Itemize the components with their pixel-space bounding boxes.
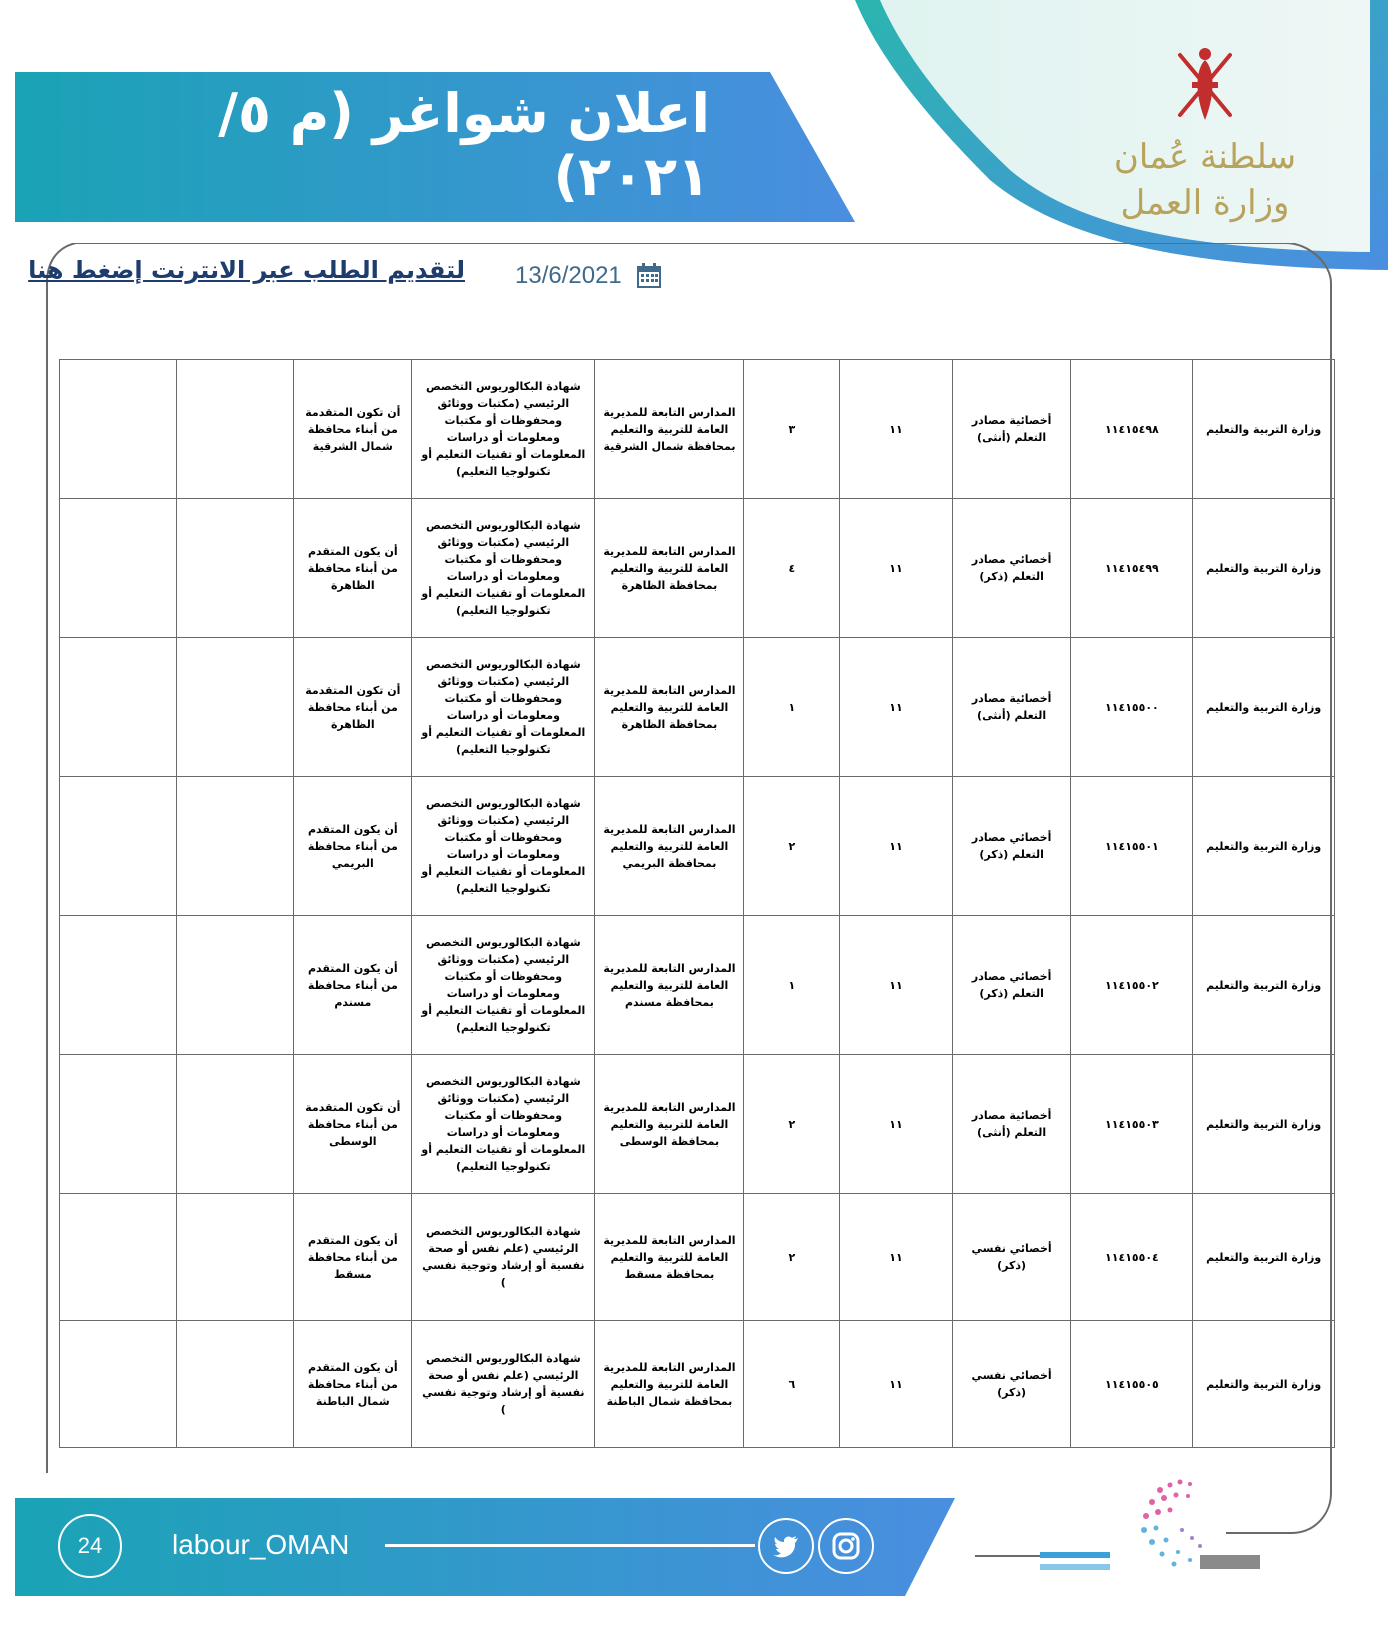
footer-divider (385, 1544, 755, 1547)
notes-cell (176, 916, 294, 1055)
ministry-cell: وزارة التربية والتعليم (1193, 1321, 1335, 1448)
table-row (60, 1321, 1335, 1448)
qualification-cell: شهادة البكالوريوس التخصص الرئيسي (مكتبات ووثائق ومحفوظات أو مكتبات ومعلومات أو دراسات المعلومات أو تقنيات التعليم أو تكنولوجيا التعليم) (412, 360, 595, 499)
ministry-cell: وزارة التربية والتعليم (1193, 638, 1335, 777)
workplace-cell: المدارس التابعة للمديرية العامة للتربية والتعليم بمحافظة مسقط (595, 1194, 744, 1321)
vacancy-count-cell: ٣ (744, 360, 840, 499)
job-title-cell: أخصائي مصادر التعلم (ذكر) (952, 916, 1071, 1055)
remarks-cell (60, 777, 177, 916)
condition-cell: أن تكون المتقدمة من أبناء محافظة الوسطى (294, 1055, 412, 1194)
job-title-cell: أخصائية مصادر التعلم (أنثى) (952, 638, 1071, 777)
vacancies-table (59, 359, 1335, 1448)
calendar-icon (636, 263, 662, 289)
oman-vision-2040-logo (1040, 1470, 1340, 1610)
page-number: 24 (58, 1514, 122, 1578)
condition-cell: أن يكون المتقدم من أبناء محافظة مسقط (294, 1194, 412, 1321)
remarks-cell (60, 360, 177, 499)
table-row (60, 638, 1335, 777)
vacancy-count-cell: ١ (744, 916, 840, 1055)
workplace-cell: المدارس التابعة للمديرية العامة للتربية والتعليم بمحافظة البريمي (595, 777, 744, 916)
apply-online-link[interactable]: لتقديم الطلب عبر الانترنت إضغط هنا (28, 256, 465, 284)
notes-cell (176, 1194, 294, 1321)
job-code-cell: ١١٤١٥٥٠٣ (1071, 1055, 1193, 1194)
condition-cell: أن يكون المتقدم من أبناء محافظة شمال الباطنة (294, 1321, 412, 1448)
qualification-cell: شهادة البكالوريوس التخصص الرئيسي (علم نفس أو صحة نفسية أو إرشاد وتوجية نفسي ) (412, 1321, 595, 1448)
grade-cell: ١١ (840, 360, 952, 499)
job-code-cell: ١١٤١٥٥٠٠ (1071, 638, 1193, 777)
condition-cell: أن تكون المتقدمة من أبناء محافظة شمال الشرقية (294, 360, 412, 499)
remarks-cell (60, 638, 177, 777)
ministry-logo (1080, 40, 1330, 250)
grade-cell: ١١ (840, 1321, 952, 1448)
twitter-icon (771, 1531, 801, 1561)
notes-cell (176, 360, 294, 499)
job-code-cell: ١١٤١٥٥٠٤ (1071, 1194, 1193, 1321)
grade-cell: ١١ (840, 638, 952, 777)
table-row (60, 1194, 1335, 1321)
workplace-cell: المدارس التابعة للمديرية العامة للتربية والتعليم بمحافظة الوسطى (595, 1055, 744, 1194)
condition-cell: أن يكون المتقدم من أبناء محافظة البريمي (294, 777, 412, 916)
job-title-cell: أخصائي مصادر التعلم (ذكر) (952, 499, 1071, 638)
job-title-cell: أخصائي مصادر التعلم (ذكر) (952, 777, 1071, 916)
vacancy-count-cell: ٦ (744, 1321, 840, 1448)
grade-cell: ١١ (840, 499, 952, 638)
qualification-cell: شهادة البكالوريوس التخصص الرئيسي (مكتبات ووثائق ومحفوظات أو مكتبات ومعلومات أو دراسات المعلومات أو تقنيات التعليم أو تكنولوجيا التعليم) (412, 1055, 595, 1194)
ministry-cell: وزارة التربية والتعليم (1193, 777, 1335, 916)
job-code-cell: ١١٤١٥٥٠٢ (1071, 916, 1193, 1055)
notes-cell (176, 1055, 294, 1194)
logo-sultanate-text: سلطنة عُمان (1113, 137, 1297, 177)
workplace-cell: المدارس التابعة للمديرية العامة للتربية والتعليم بمحافظة شمال الشرقية (595, 360, 744, 499)
qualification-cell: شهادة البكالوريوس التخصص الرئيسي (مكتبات ووثائق ومحفوظات أو مكتبات ومعلومات أو دراسات المعلومات أو تقنيات التعليم أو تكنولوجيا التعليم) (412, 499, 595, 638)
notes-cell (176, 777, 294, 916)
table-row (60, 360, 1335, 499)
qualification-cell: شهادة البكالوريوس التخصص الرئيسي (علم نفس أو صحة نفسية أو إرشاد وتوجية نفسي ) (412, 1194, 595, 1321)
job-title-cell: أخصائي نفسي (ذكر) (952, 1321, 1071, 1448)
ministry-cell: وزارة التربية والتعليم (1193, 916, 1335, 1055)
workplace-cell: المدارس التابعة للمديرية العامة للتربية والتعليم بمحافظة الظاهرة (595, 499, 744, 638)
logo-ministry-text: وزارة العمل (1120, 183, 1290, 223)
grade-cell: ١١ (840, 916, 952, 1055)
table-row (60, 916, 1335, 1055)
remarks-cell (60, 1055, 177, 1194)
vacancy-count-cell: ٢ (744, 1194, 840, 1321)
social-handle: labour_OMAN (172, 1529, 350, 1560)
condition-cell: أن تكون المتقدمة من أبناء محافظة الظاهرة (294, 638, 412, 777)
instagram-button[interactable] (818, 1518, 874, 1574)
vacancy-count-cell: ٤ (744, 499, 840, 638)
condition-cell: أن يكون المتقدم من أبناء محافظة الظاهرة (294, 499, 412, 638)
qualification-cell: شهادة البكالوريوس التخصص الرئيسي (مكتبات ووثائق ومحفوظات أو مكتبات ومعلومات أو دراسات المعلومات أو تقنيات التعليم أو تكنولوجيا التعليم) (412, 777, 595, 916)
remarks-cell (60, 499, 177, 638)
remarks-cell (60, 1194, 177, 1321)
notes-cell (176, 1321, 294, 1448)
job-code-cell: ١١٤١٥٥٠١ (1071, 777, 1193, 916)
notes-cell (176, 638, 294, 777)
remarks-cell (60, 916, 177, 1055)
vacancy-count-cell: ١ (744, 638, 840, 777)
job-title-cell: أخصائي نفسي (ذكر) (952, 1194, 1071, 1321)
qualification-cell: شهادة البكالوريوس التخصص الرئيسي (مكتبات ووثائق ومحفوظات أو مكتبات ومعلومات أو دراسات المعلومات أو تقنيات التعليم أو تكنولوجيا التعليم) (412, 638, 595, 777)
instagram-icon (831, 1531, 861, 1561)
table-row (60, 499, 1335, 638)
grade-cell: ١١ (840, 1055, 952, 1194)
job-code-cell: ١١٤١٥٤٩٩ (1071, 499, 1193, 638)
workplace-cell: المدارس التابعة للمديرية العامة للتربية والتعليم بمحافظة الظاهرة (595, 638, 744, 777)
remarks-cell (60, 1321, 177, 1448)
table-row (60, 777, 1335, 916)
workplace-cell: المدارس التابعة للمديرية العامة للتربية والتعليم بمحافظة شمال الباطنة (595, 1321, 744, 1448)
notes-cell (176, 499, 294, 638)
grade-cell: ١١ (840, 1194, 952, 1321)
ministry-cell: وزارة التربية والتعليم (1193, 1194, 1335, 1321)
table-row (60, 1055, 1335, 1194)
job-code-cell: ١١٤١٥٤٩٨ (1071, 360, 1193, 499)
grade-cell: ١١ (840, 777, 952, 916)
condition-cell: أن يكون المتقدم من أبناء محافظة مسندم (294, 916, 412, 1055)
ministry-cell: وزارة التربية والتعليم (1193, 499, 1335, 638)
date-row (515, 258, 685, 294)
job-title-cell: أخصائية مصادر التعلم (أنثى) (952, 360, 1071, 499)
ministry-cell: وزارة التربية والتعليم (1193, 1055, 1335, 1194)
twitter-button[interactable] (758, 1518, 814, 1574)
ministry-cell: وزارة التربية والتعليم (1193, 360, 1335, 499)
qualification-cell: شهادة البكالوريوس التخصص الرئيسي (مكتبات ووثائق ومحفوظات أو مكتبات ومعلومات أو دراسات المعلومات أو تقنيات التعليم أو تكنولوجيا التعليم) (412, 916, 595, 1055)
vacancy-count-cell: ٢ (744, 777, 840, 916)
workplace-cell: المدارس التابعة للمديرية العامة للتربية والتعليم بمحافظة مسندم (595, 916, 744, 1055)
job-title-cell: أخصائية مصادر التعلم (أنثى) (952, 1055, 1071, 1194)
oman-emblem-icon (1160, 40, 1250, 130)
page-title: اعلان شواغر (م ٥/ ٢٠٢١) (218, 82, 710, 208)
announcement-date: 13/6/2021 (515, 262, 622, 289)
vacancy-count-cell: ٢ (744, 1055, 840, 1194)
job-code-cell: ١١٤١٥٥٠٥ (1071, 1321, 1193, 1448)
